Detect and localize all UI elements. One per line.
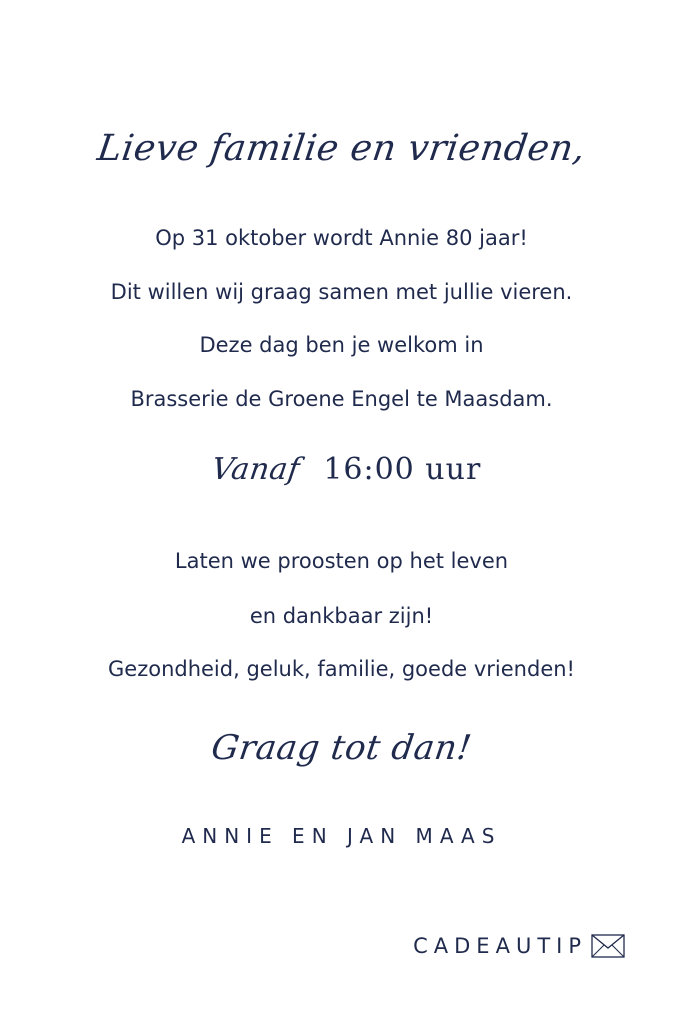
- toast-line: en dankbaar zijn!: [249, 604, 434, 628]
- intro-line: Op 31 oktober wordt Annie 80 jaar!: [155, 226, 528, 250]
- signature: ANNIE EN JAN MAAS: [181, 824, 502, 848]
- closing: Graag tot dan!: [208, 728, 475, 768]
- envelope-icon: [591, 934, 625, 958]
- time-row: [0, 452, 683, 487]
- toast-line: Gezondheid, geluk, familie, goede vrienden!: [108, 657, 575, 681]
- intro-line: Deze dag ben je welkom in: [199, 333, 484, 357]
- greeting: Lieve familie en vrienden,: [94, 128, 589, 169]
- toast-line: Laten we proosten op het leven: [174, 549, 509, 573]
- start-time: 16:00 uur: [323, 452, 482, 487]
- intro-line: Brasserie de Groene Engel te Maasdam.: [130, 387, 553, 411]
- cadeautip-label: CADEAUTIP: [413, 934, 587, 958]
- cadeautip: [413, 934, 625, 958]
- time-prefix: Vanaf: [209, 452, 302, 487]
- intro-line: Dit willen wij graag samen met jullie vieren.: [110, 280, 573, 304]
